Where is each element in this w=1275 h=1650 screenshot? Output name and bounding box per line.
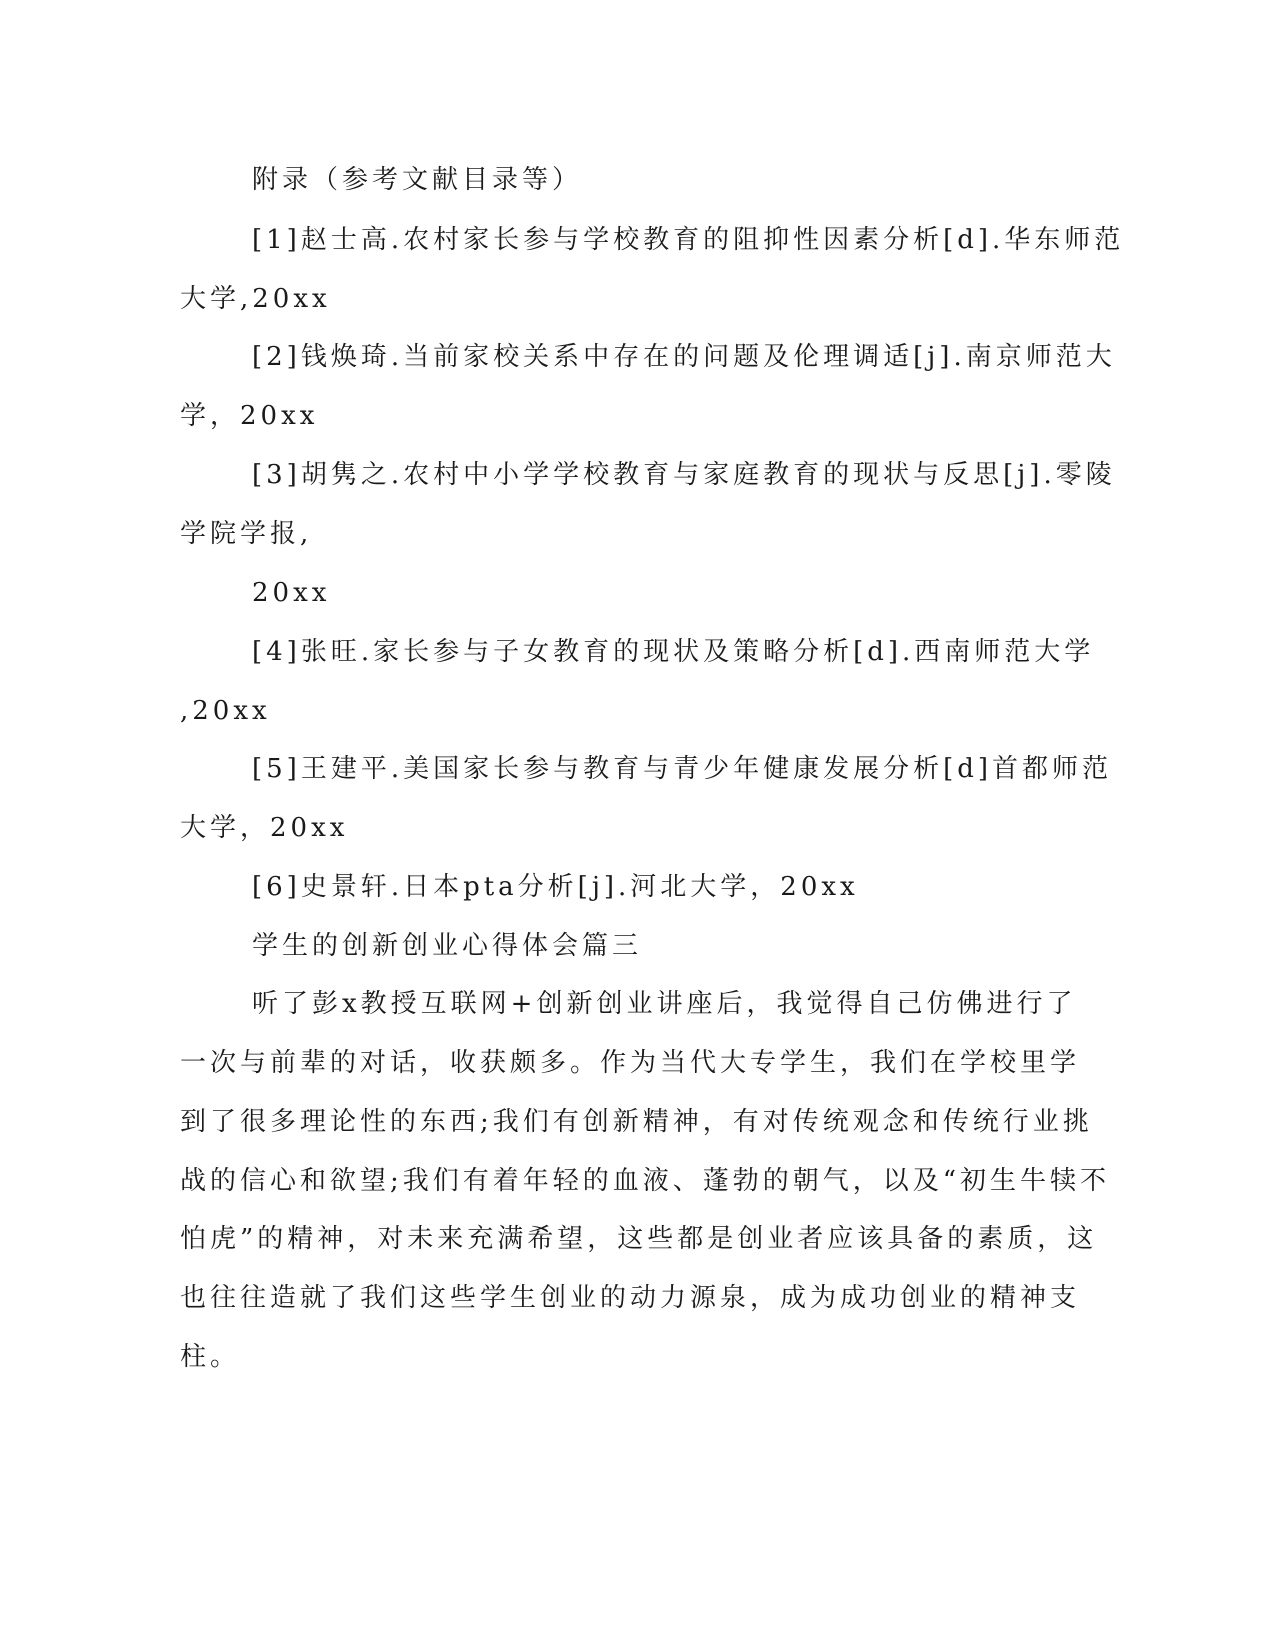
reference-2-line-1: [2]钱焕琦.当前家校关系中存在的问题及伦理调适[j].南京师范大 bbox=[252, 342, 1116, 372]
paragraph-line-4: 战的信心和欲望;我们有着年轻的血液、蓬勃的朝气，以及“初生牛犊不 bbox=[180, 1166, 1111, 1196]
reference-1-line-1: [1]赵士高.农村家长参与学校教育的阻抑性因素分析[d].华东师范 bbox=[252, 225, 1125, 255]
appendix-heading: 附录（参考文献目录等） bbox=[252, 165, 583, 195]
paragraph-line-5: 怕虎”的精神，对未来充满希望，这些都是创业者应该具备的素质，这 bbox=[180, 1224, 1098, 1254]
reference-4-line-2: ,20xx bbox=[180, 696, 271, 726]
paragraph-line-2: 一次与前辈的对话，收获颇多。作为当代大专学生，我们在学校里学 bbox=[180, 1048, 1081, 1078]
paragraph-line-6: 也往往造就了我们这些学生创业的动力源泉，成为成功创业的精神支 bbox=[180, 1283, 1081, 1313]
reference-3-line-1: [3]胡隽之.农村中小学学校教育与家庭教育的现状与反思[j].零陵 bbox=[252, 460, 1116, 490]
reference-3-line-2: 学院学报, bbox=[180, 519, 313, 549]
reference-5-line-2: 大学，20xx bbox=[180, 813, 349, 843]
paragraph-line-1: 听了彭x教授互联网+创新创业讲座后，我觉得自己仿佛进行了 bbox=[252, 989, 1077, 1019]
reference-6-line-1: [6]史景轩.日本pta分析[j].河北大学，20xx bbox=[252, 872, 859, 902]
paragraph-line-7: 柱。 bbox=[180, 1342, 241, 1372]
reference-1-line-2: 大学,20xx bbox=[180, 284, 331, 314]
reference-5-line-1: [5]王建平.美国家长参与教育与青少年健康发展分析[d]首都师范 bbox=[252, 754, 1113, 784]
reference-4-line-1: [4]张旺.家长参与子女教育的现状及策略分析[d].西南师范大学 bbox=[252, 637, 1095, 667]
reference-2-line-2: 学，20xx bbox=[180, 401, 319, 431]
reference-3-line-3: 20xx bbox=[252, 578, 331, 608]
section-heading: 学生的创新创业心得体会篇三 bbox=[252, 931, 643, 961]
paragraph-line-3: 到了很多理论性的东西;我们有创新精神，有对传统观念和传统行业挑 bbox=[180, 1107, 1093, 1137]
